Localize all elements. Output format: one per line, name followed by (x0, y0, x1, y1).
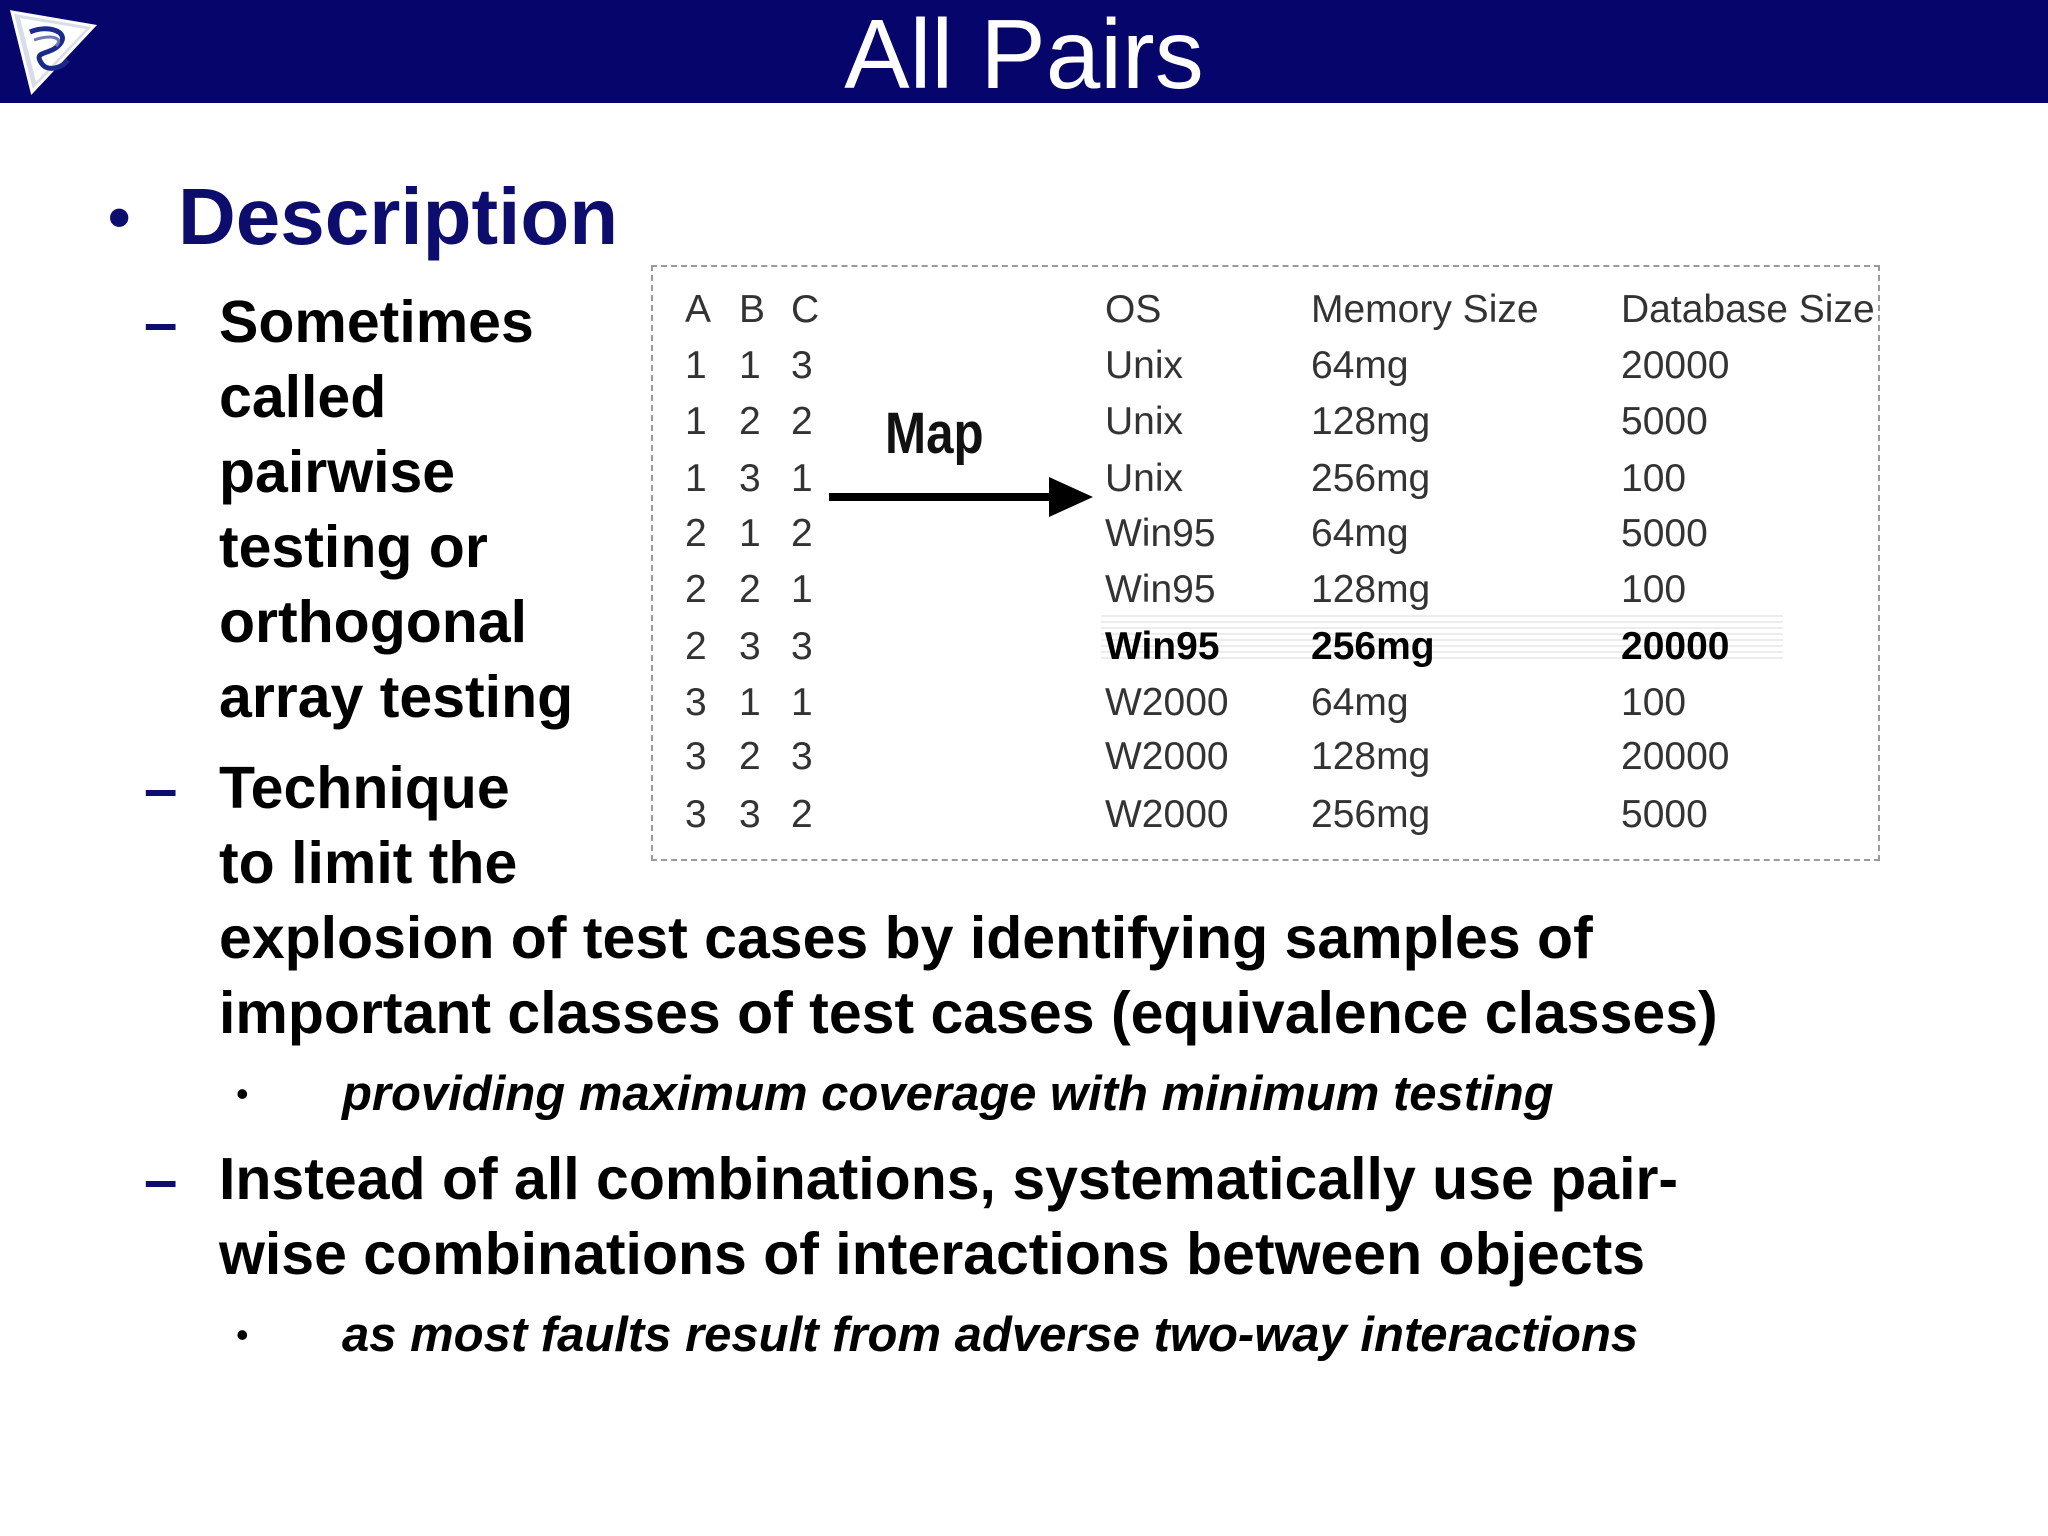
section-heading: Description (178, 172, 619, 261)
text-line: testing or (219, 514, 488, 580)
text-line: important classes of test cases (equivalence classes) (219, 980, 1718, 1046)
abc-cell: 2 (685, 568, 707, 611)
abc-cell: 3 (791, 344, 813, 387)
abc-cell: 1 (739, 681, 761, 724)
database-cell-highlighted: 20000 (1621, 625, 1730, 668)
text-line: pairwise (219, 439, 456, 505)
right-arrow-icon (827, 475, 1097, 519)
memory-cell: 256mg (1311, 457, 1431, 500)
pairwise-mapping-figure (651, 265, 1880, 861)
database-cell: 20000 (1621, 735, 1730, 778)
text-line: Sometimes (219, 289, 534, 355)
abc-cell: 3 (739, 457, 761, 500)
abc-cell: 3 (791, 735, 813, 778)
abc-cell: 3 (791, 625, 813, 668)
text-line: to limit the (219, 830, 518, 896)
os-cell: W2000 (1105, 735, 1229, 778)
memory-cell-highlighted: 256mg (1311, 625, 1435, 668)
os-cell: Unix (1105, 400, 1184, 443)
os-cell: Win95 (1105, 512, 1216, 555)
dash-marker: – (144, 289, 178, 356)
abc-cell: 1 (791, 568, 813, 611)
text-line: Technique (219, 755, 510, 821)
item1-text (219, 285, 573, 735)
os-cell: Unix (1105, 457, 1184, 500)
database-cell: 20000 (1621, 344, 1730, 387)
os-cell: Unix (1105, 344, 1184, 387)
os-cell: W2000 (1105, 681, 1229, 724)
abc-header: C (791, 288, 820, 331)
mapped-header: Memory Size (1311, 288, 1539, 331)
text-line: explosion of test cases by identifying samples of (219, 905, 1593, 971)
abc-cell: 2 (739, 568, 761, 611)
abc-header: B (739, 288, 766, 331)
abc-cell: 2 (791, 793, 813, 836)
item3-subpoint: as most faults result from adverse two-way interactions (342, 1308, 1639, 1362)
text-line: orthogonal (219, 589, 528, 655)
abc-cell: 1 (791, 681, 813, 724)
mapped-header: OS (1105, 288, 1162, 331)
abc-cell: 1 (685, 457, 707, 500)
os-cell: W2000 (1105, 793, 1229, 836)
map-label: Map (885, 401, 984, 466)
abc-cell: 2 (739, 400, 761, 443)
abc-cell: 1 (791, 457, 813, 500)
abc-cell: 3 (739, 625, 761, 668)
mapped-header: Database Size (1621, 288, 1875, 331)
abc-cell: 1 (685, 400, 707, 443)
memory-cell: 256mg (1311, 793, 1431, 836)
memory-cell: 128mg (1311, 568, 1431, 611)
database-cell: 5000 (1621, 793, 1708, 836)
item2-subpoint: providing maximum coverage with minimum testing (342, 1067, 1554, 1121)
bullet-marker: • (108, 181, 131, 253)
memory-cell: 64mg (1311, 681, 1409, 724)
abc-cell: 3 (685, 735, 707, 778)
text-line: Instead of all combinations, systematically use pair- (219, 1146, 1679, 1212)
memory-cell: 128mg (1311, 400, 1431, 443)
abc-cell: 2 (791, 512, 813, 555)
abc-cell: 3 (685, 793, 707, 836)
database-cell: 5000 (1621, 512, 1708, 555)
database-cell: 100 (1621, 681, 1687, 724)
abc-cell: 1 (739, 512, 761, 555)
text-line: array testing (219, 664, 574, 730)
abc-cell: 2 (685, 512, 707, 555)
abc-cell: 1 (739, 344, 761, 387)
sub-bullet-marker: • (236, 1073, 249, 1114)
abc-cell: 3 (739, 793, 761, 836)
abc-cell: 1 (685, 344, 707, 387)
database-cell: 5000 (1621, 400, 1708, 443)
text-line: called (219, 364, 387, 430)
abc-cell: 2 (739, 735, 761, 778)
slide-title: All Pairs (844, 0, 1204, 109)
os-cell: Win95 (1105, 568, 1216, 611)
abc-cell: 2 (791, 400, 813, 443)
memory-cell: 64mg (1311, 344, 1409, 387)
sub-bullet-marker: • (236, 1314, 249, 1355)
os-cell-highlighted: Win95 (1105, 625, 1220, 668)
dash-marker: – (144, 755, 178, 822)
dash-marker: – (144, 1146, 178, 1213)
text-line: wise combinations of interactions between objects (219, 1221, 1646, 1287)
abc-cell: 3 (685, 681, 707, 724)
abc-header: A (685, 288, 712, 331)
database-cell: 100 (1621, 457, 1687, 500)
database-cell: 100 (1621, 568, 1687, 611)
abc-cell: 2 (685, 625, 707, 668)
item3-text (219, 1142, 1678, 1292)
memory-cell: 64mg (1311, 512, 1409, 555)
memory-cell: 128mg (1311, 735, 1431, 778)
title-bar (0, 0, 2048, 109)
